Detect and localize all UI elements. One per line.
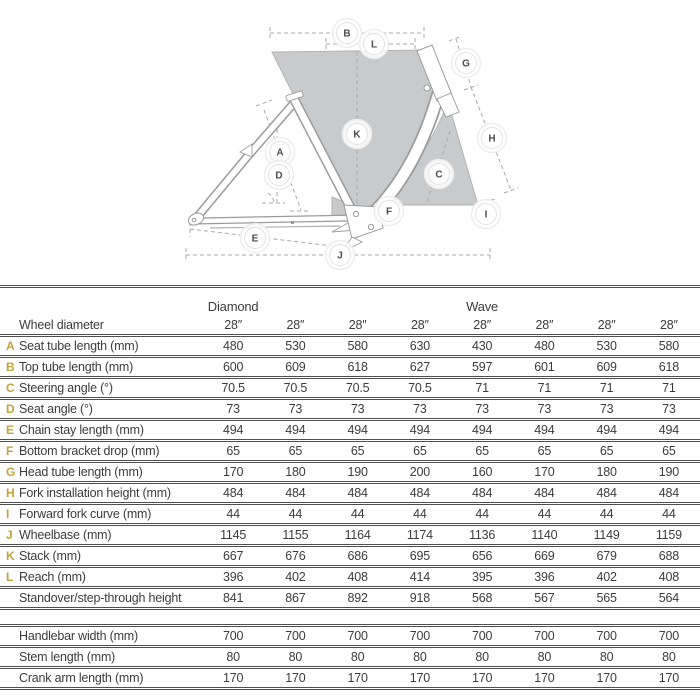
- value-cell: 28″: [286, 318, 305, 332]
- value-cell: 70.5: [408, 381, 432, 395]
- table-row: [0, 460, 700, 481]
- frame-type-wave: Wave: [466, 299, 499, 314]
- row-label: Steering angle (°): [19, 381, 113, 395]
- value-cell: 484: [222, 486, 244, 500]
- value-cell: 80: [662, 650, 676, 664]
- value-cell: 180: [596, 465, 617, 479]
- value-cell: 65: [226, 444, 240, 458]
- value-cell: 1136: [469, 528, 496, 542]
- table-row: [0, 523, 700, 544]
- callout-letter: E: [251, 233, 259, 245]
- spec-rows: [0, 316, 700, 607]
- value-cell: 44: [475, 507, 489, 521]
- callout-letter: D: [275, 170, 283, 182]
- value-cell: 564: [658, 591, 679, 605]
- row-label-cell: [0, 671, 202, 685]
- value-cell: 44: [226, 507, 240, 521]
- callout-letter: B: [343, 28, 351, 40]
- row-label: Top tube length (mm): [19, 360, 134, 374]
- value-cell: 170: [534, 465, 555, 479]
- row-letter: D: [6, 402, 15, 416]
- value-cell: 484: [409, 486, 430, 500]
- value-cell: 170: [222, 465, 244, 479]
- value-cell: 494: [409, 423, 430, 437]
- value-cell: 396: [534, 570, 555, 584]
- value-cell: 494: [285, 423, 306, 437]
- table-row: [0, 439, 700, 460]
- callout-i: [472, 200, 501, 229]
- value-cell: 484: [534, 486, 555, 500]
- table-row: [0, 355, 700, 376]
- value-cell: 1155: [282, 528, 309, 542]
- value-cell: 70.5: [283, 381, 308, 395]
- callout-g: [452, 49, 481, 78]
- callout-f: [375, 197, 404, 226]
- value-cell: 430: [471, 339, 493, 353]
- chain-line: [210, 226, 340, 228]
- row-letter: J: [6, 528, 13, 542]
- callout-d: [265, 161, 294, 190]
- row-letter: G: [6, 465, 16, 479]
- value-cell: 65: [662, 444, 676, 458]
- value-cell: 71: [475, 381, 489, 395]
- value-cell: 609: [285, 360, 306, 374]
- value-cell: 484: [658, 486, 679, 500]
- value-cell: 688: [658, 549, 679, 563]
- value-cell: 70.5: [221, 381, 245, 395]
- row-letter: L: [6, 570, 14, 584]
- geometry-table: [0, 285, 700, 690]
- frame-diagram-svg: [0, 0, 700, 285]
- table-row: [0, 334, 700, 355]
- value-cell: 1149: [593, 528, 620, 542]
- row-label: Handlebar width (mm): [19, 629, 138, 643]
- value-cell: 700: [471, 629, 493, 643]
- value-cell: 73: [599, 402, 614, 416]
- value-cell: 73: [662, 402, 676, 416]
- value-cell: 618: [658, 360, 679, 374]
- row-label-cell: [0, 465, 202, 479]
- callout-j: [326, 241, 355, 270]
- table-row: [0, 502, 700, 523]
- value-cell: 160: [471, 465, 493, 479]
- row-label: Stem length (mm): [19, 650, 116, 664]
- value-cell: 80: [537, 650, 552, 664]
- value-cell: 80: [413, 650, 427, 664]
- value-cell: 597: [471, 360, 493, 374]
- value-cell: 408: [347, 570, 368, 584]
- value-cell: 700: [347, 629, 368, 643]
- value-cell: 700: [409, 629, 430, 643]
- callout-letter: H: [488, 133, 496, 145]
- value-cell: 841: [222, 591, 244, 605]
- value-cell: 630: [409, 339, 430, 353]
- value-cell: 28″: [473, 318, 491, 332]
- row-label-cell: [0, 528, 202, 542]
- value-cell: 568: [471, 591, 493, 605]
- row-label-cell: [0, 360, 202, 374]
- value-cell: 170: [409, 671, 430, 685]
- value-cell: 28″: [535, 318, 554, 332]
- row-label-cell: [0, 629, 202, 643]
- value-cell: 1174: [406, 528, 433, 542]
- value-cell: 686: [347, 549, 368, 563]
- value-cell: 484: [596, 486, 617, 500]
- table-row: [0, 397, 700, 418]
- value-cell: 892: [347, 591, 368, 605]
- value-cell: 65: [537, 444, 552, 458]
- value-cell: 669: [534, 549, 555, 563]
- row-letter: E: [6, 423, 14, 437]
- row-label: Forward fork curve (mm): [19, 507, 152, 521]
- value-cell: 580: [347, 339, 368, 353]
- value-cell: 28″: [224, 318, 242, 332]
- row-label: Wheel diameter: [19, 318, 104, 332]
- component-rows: [0, 624, 700, 687]
- value-cell: 395: [471, 570, 493, 584]
- value-cell: 700: [534, 629, 555, 643]
- value-cell: 44: [537, 507, 552, 521]
- row-label-cell: [0, 381, 202, 395]
- value-cell: 867: [285, 591, 306, 605]
- value-cell: 170: [222, 671, 244, 685]
- value-cell: 494: [596, 423, 617, 437]
- value-cell: 414: [409, 570, 430, 584]
- row-label-cell: [0, 570, 202, 584]
- value-cell: 44: [662, 507, 676, 521]
- value-cell: 28″: [597, 318, 616, 332]
- value-cell: 71: [537, 381, 552, 395]
- value-cell: 676: [285, 549, 306, 563]
- row-label: Seat tube length (mm): [19, 339, 139, 353]
- value-cell: 1140: [531, 528, 558, 542]
- value-cell: 601: [534, 360, 555, 374]
- value-cell: 656: [471, 549, 493, 563]
- row-label: Stack (mm): [19, 549, 81, 563]
- callout-h: [478, 124, 507, 153]
- value-cell: 402: [596, 570, 617, 584]
- value-cell: 80: [599, 650, 614, 664]
- callout-c: [425, 160, 454, 189]
- table-row: [0, 624, 700, 645]
- value-cell: 480: [534, 339, 555, 353]
- value-cell: 73: [226, 402, 240, 416]
- value-cell: 80: [288, 650, 303, 664]
- value-cell: 170: [596, 671, 617, 685]
- value-cell: 28″: [348, 318, 367, 332]
- value-cell: 402: [285, 570, 306, 584]
- value-cell: 65: [288, 444, 303, 458]
- callout-letter: L: [370, 39, 378, 51]
- value-cell: 1159: [655, 528, 682, 542]
- row-label-cell: [0, 591, 202, 605]
- value-cell: 200: [409, 465, 430, 479]
- callout-l: [360, 30, 389, 59]
- callout-letter: G: [462, 58, 470, 70]
- table-row: [0, 565, 700, 586]
- frame-type-header-row: [0, 288, 700, 316]
- row-label-cell: [0, 507, 202, 521]
- value-cell: 494: [222, 423, 244, 437]
- value-cell: 484: [285, 486, 306, 500]
- value-cell: 28″: [660, 318, 678, 332]
- value-cell: 408: [658, 570, 679, 584]
- value-cell: 70.5: [345, 381, 370, 395]
- value-cell: 679: [596, 549, 617, 563]
- value-cell: 170: [658, 671, 679, 685]
- frame-geometry-diagram: [0, 0, 700, 285]
- row-label: Wheelbase (mm): [19, 528, 112, 542]
- value-cell: 530: [285, 339, 306, 353]
- value-cell: 170: [534, 671, 555, 685]
- section-gap: [0, 607, 700, 624]
- value-cell: 530: [596, 339, 617, 353]
- value-cell: 484: [347, 486, 368, 500]
- value-cell: 80: [350, 650, 365, 664]
- callout-e: [241, 224, 270, 253]
- row-label: Bottom bracket drop (mm): [19, 444, 160, 458]
- value-cell: 44: [413, 507, 427, 521]
- row-letter: F: [6, 444, 14, 458]
- value-cell: 73: [350, 402, 365, 416]
- table-row: [0, 666, 700, 687]
- row-label: Standover/step-through height: [19, 591, 182, 605]
- callout-b: [333, 19, 362, 48]
- value-cell: 80: [226, 650, 240, 664]
- value-cell: 71: [662, 381, 676, 395]
- callout-letter: C: [435, 169, 443, 181]
- callout-letter: I: [484, 209, 488, 221]
- value-cell: 494: [471, 423, 493, 437]
- row-label: Crank arm length (mm): [19, 671, 144, 685]
- value-cell: 480: [222, 339, 244, 353]
- value-cell: 918: [409, 591, 430, 605]
- value-cell: 396: [222, 570, 244, 584]
- value-cell: 484: [471, 486, 493, 500]
- value-cell: 71: [599, 381, 614, 395]
- value-cell: 700: [222, 629, 244, 643]
- value-cell: 190: [347, 465, 368, 479]
- value-cell: 695: [409, 549, 430, 563]
- row-label: Chain stay length (mm): [19, 423, 144, 437]
- value-cell: 565: [596, 591, 617, 605]
- table-row: [0, 586, 700, 607]
- callout-letter: J: [337, 250, 343, 262]
- value-cell: 494: [658, 423, 679, 437]
- value-cell: 700: [596, 629, 617, 643]
- row-letter: H: [6, 486, 15, 500]
- value-cell: 609: [596, 360, 617, 374]
- value-cell: 80: [475, 650, 489, 664]
- value-cell: 65: [413, 444, 427, 458]
- table-row: [0, 544, 700, 565]
- value-cell: 65: [350, 444, 365, 458]
- callout-k: [343, 120, 372, 149]
- callout-letter: K: [353, 129, 361, 141]
- value-cell: 170: [471, 671, 493, 685]
- value-cell: 494: [534, 423, 555, 437]
- table-row: [0, 316, 700, 334]
- row-letter: K: [6, 549, 15, 563]
- value-cell: 28″: [411, 318, 429, 332]
- value-cell: 567: [534, 591, 555, 605]
- frame-type-diamond: Diamond: [207, 299, 259, 314]
- row-label-cell: [0, 486, 202, 500]
- table-row: [0, 481, 700, 502]
- value-cell: 73: [475, 402, 489, 416]
- value-cell: 180: [285, 465, 306, 479]
- value-cell: 700: [285, 629, 306, 643]
- value-cell: 190: [658, 465, 679, 479]
- row-label: Head tube length (mm): [19, 465, 143, 479]
- callout-letter: A: [276, 147, 284, 159]
- row-label-cell: [0, 318, 202, 332]
- value-cell: 73: [537, 402, 552, 416]
- row-label-cell: [0, 402, 202, 416]
- value-cell: 580: [658, 339, 679, 353]
- row-label: Fork installation height (mm): [19, 486, 171, 500]
- row-label-cell: [0, 444, 202, 458]
- callout-letter: F: [385, 206, 393, 218]
- value-cell: 667: [222, 549, 244, 563]
- value-cell: 73: [413, 402, 427, 416]
- value-cell: 494: [347, 423, 368, 437]
- value-cell: 618: [347, 360, 368, 374]
- row-label: Seat angle (°): [19, 402, 93, 416]
- value-cell: 600: [222, 360, 244, 374]
- value-cell: 700: [658, 629, 679, 643]
- value-cell: 73: [288, 402, 303, 416]
- row-label-cell: [0, 339, 202, 353]
- row-letter: C: [6, 381, 15, 395]
- value-cell: 44: [350, 507, 365, 521]
- value-cell: 1145: [220, 528, 247, 542]
- value-cell: 627: [409, 360, 430, 374]
- value-cell: 44: [599, 507, 614, 521]
- row-label: Reach (mm): [19, 570, 86, 584]
- row-letter: A: [6, 339, 15, 353]
- row-label-cell: [0, 423, 202, 437]
- value-cell: 65: [475, 444, 489, 458]
- value-cell: 65: [599, 444, 614, 458]
- row-label-cell: [0, 650, 202, 664]
- row-letter: B: [6, 360, 15, 374]
- row-letter: I: [6, 507, 10, 521]
- table-row: [0, 376, 700, 397]
- table-row: [0, 645, 700, 666]
- gray-panels: [272, 50, 478, 221]
- value-cell: 170: [347, 671, 368, 685]
- value-cell: 170: [285, 671, 306, 685]
- value-cell: 1164: [344, 528, 371, 542]
- value-cell: 44: [288, 507, 303, 521]
- table-row: [0, 418, 700, 439]
- row-label-cell: [0, 549, 202, 563]
